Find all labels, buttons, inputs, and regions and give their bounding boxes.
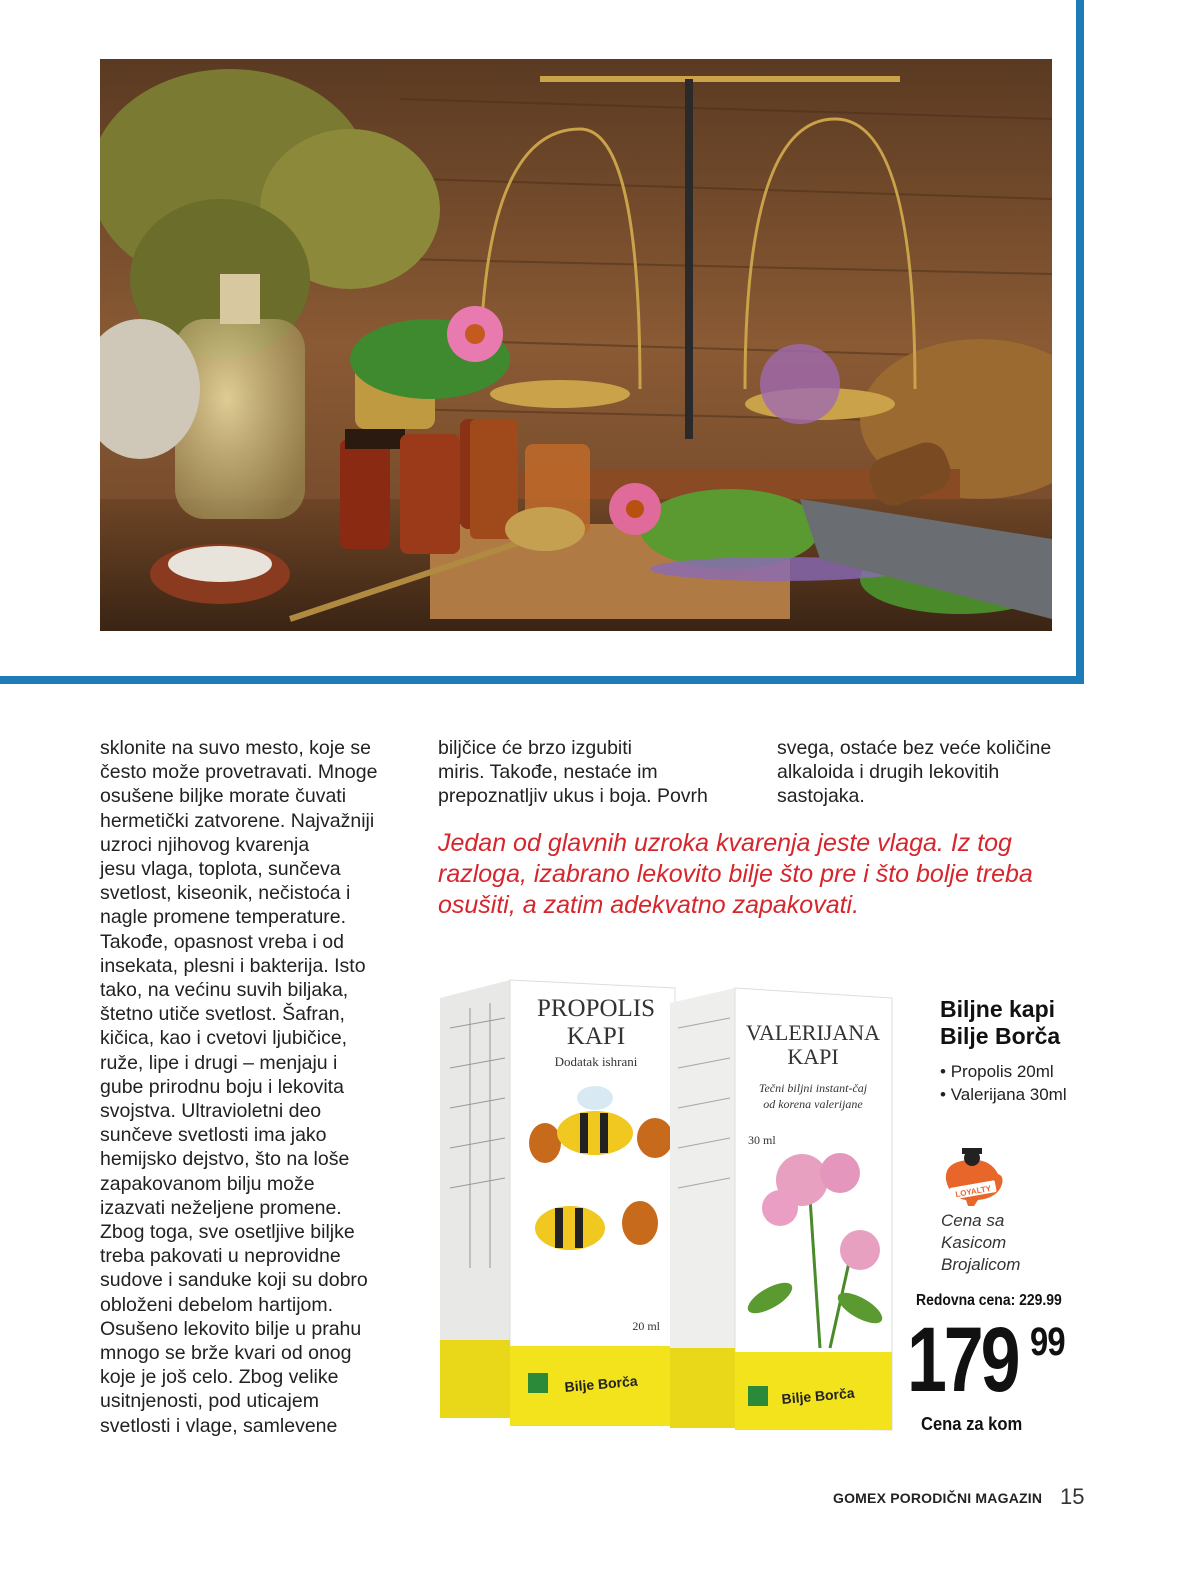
valerijana-volume: 30 ml: [748, 1133, 776, 1147]
propolis-subtitle: Dodatak ishrani: [554, 1054, 638, 1069]
valerijana-title-line1: VALERIJANA: [745, 1020, 881, 1045]
product-variant-list: [940, 1060, 1067, 1106]
price-main: 179: [907, 1309, 1018, 1411]
page-number: 15: [1060, 1484, 1085, 1509]
valerijana-subtitle-2: od korena valerijane: [763, 1097, 863, 1111]
propolis-box: [440, 980, 675, 1426]
article-column-3: [777, 736, 1097, 809]
propolis-brand: Bilje Borča: [563, 1372, 639, 1395]
valerijana-subtitle-1: Tečni biljni instant-čaj: [758, 1081, 868, 1095]
footer-magazine-name: GOMEX PORODIČNI MAGAZIN: [833, 1490, 1043, 1506]
product-variant-valerijana: • Valerijana 30ml: [940, 1083, 1067, 1106]
frame-border-bottom: [0, 676, 1084, 684]
propolis-volume: 20 ml: [632, 1319, 660, 1333]
propolis-title-line2: KAPI: [566, 1023, 626, 1050]
article-text-col2: biljčice će brzo izgubiti miris. Takođe, nestaće im prepoznatljiv ukus i boja. Povrh: [438, 737, 708, 808]
loyalty-price-note: Cena sa Kasicom Brojalicom: [941, 1211, 1021, 1274]
loyalty-badge-text: LOYALTY: [954, 1183, 992, 1200]
article-text-col3: svega, ostaće bez veće količine alkaloida i drugih lekovitih sastojaka.: [777, 737, 1052, 808]
product-variant-propolis: • Propolis 20ml: [940, 1060, 1067, 1083]
article-column-1: [100, 736, 420, 1438]
valerijana-title-line2: KAPI: [787, 1044, 839, 1069]
article-column-2: [438, 736, 758, 809]
valerijana-brand: Bilje Borča: [780, 1384, 856, 1407]
piggy-bank-loyalty-icon: [938, 1146, 1008, 1208]
propolis-title-line1: PROPOLIS: [536, 995, 656, 1022]
price-cents: 99: [1030, 1320, 1065, 1364]
product-title: Biljne kapi Bilje Borča: [940, 996, 1061, 1049]
frame-border-right: [1076, 0, 1084, 684]
regular-price: Redovna cena: 229.99: [916, 1292, 1062, 1309]
article-text-col1: sklonite na suvo mesto, koje se često može provetravati. Mnoge osušene biljke morate čuvati hermetički zatvorene. Najvažniji uzroci njihovog kvarenja jesu vlaga, toplota, sunčeva svetlost, kiseonik, nečistoća i nagle promene temperature. Takođe, opasnost vreba i od insekata, plesni i bakterija. Isto tako, na većinu suvih biljaka, štetno utiče svetlost. Šafran, kičica, kao i cvetovi ljubičice, ruže, lipe i drugi – menjaju i gube prirodnu boju i lekovita svojstva. Ultravioletni deo sunčeve svetlosti ima jako hemijsko dejstvo, što na loše zapakovanom bilju može izazvati neželjene promene. Zbog toga, sve osetljive biljke treba pakovati u neprovidne sudove i sanduke koji su dobro obloženi debelom hartijom. Osušeno lekovito bilje u prahu mnogo se brže kvari od onog koje je još celo. Zbog velike usitnjenosti, pod uticajem svetlosti i vlage, samlevene: [100, 737, 378, 1437]
product-boxes-image: [430, 968, 906, 1438]
valerijana-box: [670, 988, 892, 1430]
herbal-apothecary-photo: [100, 59, 1052, 631]
price-per-unit-label: Cena za kom: [921, 1414, 1023, 1434]
pull-quote: Jedan od glavnih uzroka kvarenja jeste vlaga. Iz tog razloga, izabrano lekovito bilje što pre i što bolje treba osušiti, a zatim adekvatno zapakovati.: [438, 829, 1033, 919]
